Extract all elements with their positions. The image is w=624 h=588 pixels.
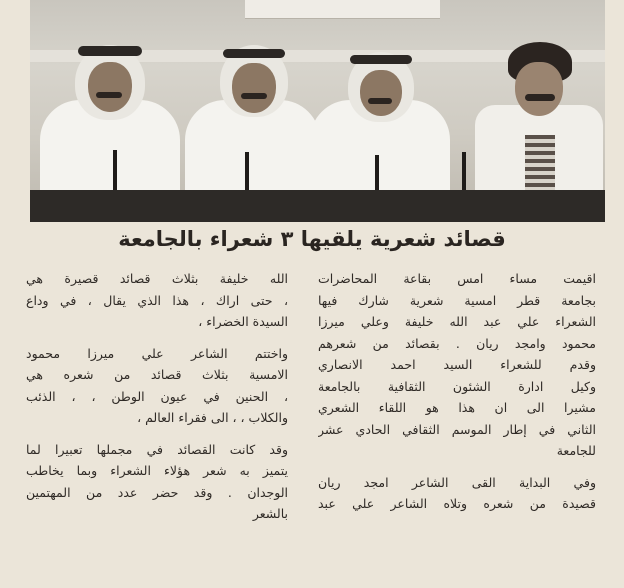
paragraph (318, 268, 596, 462)
text-line: وقدم للشعراء السيد احمد الانصاري (318, 357, 596, 372)
paragraph (26, 343, 288, 429)
text-line: يتميز به شعر هؤلاء الشعراء وبما يخاطب (26, 463, 288, 478)
text-line: ، الحنين في عيون الوطن ، ، الذئب (26, 388, 288, 404)
text-line: الثاني في إطار الموسم الثقافي الحادي عشر (318, 421, 596, 437)
paragraph (318, 472, 596, 515)
paragraph (26, 439, 288, 525)
article-column-left (26, 268, 288, 525)
text-line: الامسية بثلاث قصائد من شعره هي (26, 367, 288, 382)
text-line: الشعراء علي عبد الله خليفة وعلي ميرزا (318, 314, 596, 329)
text-line: وفي البداية القى الشاعر امجد ريان (318, 474, 596, 490)
text-line: اقيمت مساء امس بقاعة المحاضرات (318, 271, 596, 286)
headline: قصائد شعرية يلقيها ٣ شعراء بالجامعة (118, 227, 506, 251)
text-line: محمود وامجد ريان . بقصائد من شعرهم (318, 335, 596, 351)
text-line: والكلاب ، ، الى فقراء العالم ، (137, 410, 288, 425)
person-1 (40, 40, 180, 200)
text-line: واختتم الشاعر علي ميرزا محمود (26, 345, 288, 361)
article-column-right (318, 268, 596, 515)
text-line: قصيدة من شعره وتلاه الشاعر علي عبد (318, 496, 596, 511)
text-line: بالشعر (252, 506, 288, 521)
panel-table (30, 190, 605, 222)
microphone-1 (113, 150, 117, 195)
text-line: الله خليفة بثلاث قصائد قصيرة هي (26, 271, 288, 286)
text-line: بجامعة قطر امسية شعرية شارك فيها (318, 292, 596, 308)
text-line: للجامعة (556, 443, 596, 458)
text-line: السيدة الخضراء ، (198, 314, 288, 329)
microphone-4 (462, 152, 466, 195)
text-line: الوجدان . وقد حضر عدد من المهتمين (26, 484, 288, 500)
microphone-2 (245, 152, 249, 195)
person-4 (470, 40, 605, 200)
text-line: وقد كانت القصائد في مجملها تعبيرا لما (26, 441, 288, 457)
text-line: وكيل ادارة الشئون الثقافية بالجامعة (318, 378, 596, 394)
text-line: ، حتى اراك ، هذا الذي يقال ، في وداع (26, 292, 288, 308)
paragraph (26, 268, 288, 333)
microphone-3 (375, 155, 379, 195)
person-3 (310, 52, 450, 200)
news-photo (30, 0, 605, 222)
text-line: مشيرا الى ان هذا هو اللقاء الشعري (318, 400, 596, 415)
person-2 (185, 45, 320, 200)
wall-sign (245, 0, 440, 19)
